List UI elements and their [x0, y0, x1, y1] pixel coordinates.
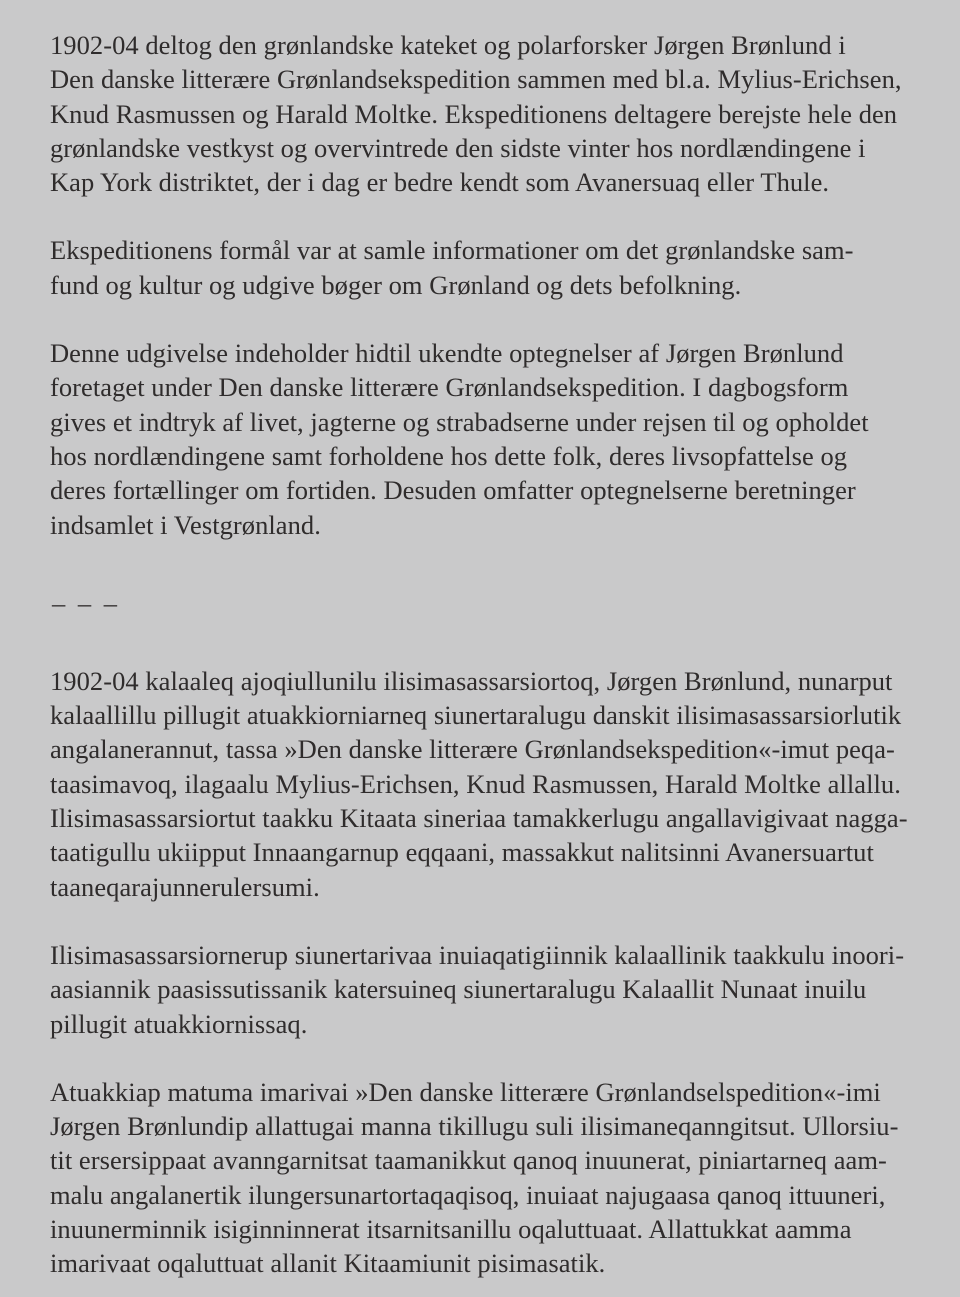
text-line: hos nordlændingene samt forholdene hos dette folk, deres livsopfattelse og: [50, 440, 848, 471]
text-line: angalanerannut, tassa »Den danske litterære Grønlandsekspedition«-imut peqa-: [50, 734, 895, 765]
text-line: 1902-04 deltog den grønlandske kateket og polarforsker Jørgen Brønlund i: [50, 30, 846, 60]
section-separator: – – –: [52, 587, 120, 618]
text-line: kalaallillu pillugit atuakkiorniarneq siunertaralugu danskit ilisimasassarsiorlutik: [50, 700, 902, 731]
text-line: Ekspeditionens formål var at samle informationer om det grønlandske sam-: [50, 235, 854, 266]
text-line: pillugit atuakkiornissaq.: [50, 1008, 308, 1039]
greenlandic-paragraph-1: [50, 664, 912, 904]
paragraph-gap: [50, 1041, 912, 1075]
text-line: Knud Rasmussen og Harald Moltke. Ekspeditionens deltagere berejste hele den: [50, 98, 898, 129]
text-line: foretaget under Den danske litterære Grønlandsekspedition. I dagbogsform: [50, 372, 849, 403]
text-line: fund og kultur og udgive bøger om Grønland og dets befolkning.: [50, 269, 742, 300]
danish-paragraph-3: [50, 336, 912, 542]
text-line: 1902-04 kalaaleq ajoqiullunilu ilisimasassarsiortoq, Jørgen Brønlund, nunarput: [50, 665, 893, 696]
text-line: taatigullu ukiipput Innaangarnup eqqaani, massakkut nalitsinni Avanersuartut: [50, 837, 874, 868]
text-line: taasimavoq, ilagaalu Mylius-Erichsen, Knud Rasmussen, Harald Moltke allallu.: [50, 768, 901, 799]
danish-paragraph-1: [50, 28, 912, 199]
text-line: Kap York distriktet, der i dag er bedre kendt som Avanersuaq eller Thule.: [50, 167, 830, 198]
text-line: gives et indtryk af livet, jagterne og strabadserne under rejsen til og opholdet: [50, 406, 869, 437]
text-line: Jørgen Brønlundip allattugai manna tikillugu suli ilisimaneqanngitsut. Ullorsiu-: [50, 1111, 899, 1142]
paragraph-gap: [50, 199, 912, 233]
paragraph-gap: [50, 302, 912, 336]
text-line: Ilisimasassarsiornerup siunertarivaa inuiaqatigiinnik kalaallinik taakkulu inoori-: [50, 939, 905, 970]
text-line: malu angalanertik ilungersunartortaqaqisoq, inuiaat najugaasa qanoq ittuuneri,: [50, 1179, 886, 1210]
danish-paragraph-2: [50, 233, 912, 302]
text-line: indsamlet i Vestgrønland.: [50, 509, 321, 540]
section-gap: [50, 620, 912, 664]
paragraph-gap: [50, 904, 912, 938]
text-line: imarivaat oqaluttuat allanit Kitaamiunit pisimasatik.: [50, 1248, 606, 1279]
text-line: Atuakkiap matuma imarivai »Den danske litterære Grønlandselspedition«-imi: [50, 1076, 881, 1107]
greenlandic-paragraph-2: [50, 938, 912, 1041]
text-line: aasiannik paasissutissanik katersuineq siunertaralugu Kalaallit Nunaat inuilu: [50, 974, 867, 1005]
section-gap: [50, 542, 912, 586]
greenlandic-paragraph-3: [50, 1075, 912, 1281]
text-line: Denne udgivelse indeholder hidtil ukendte optegnelser af Jørgen Brønlund: [50, 338, 844, 369]
text-line: grønlandske vestkyst og overvintrede den sidste vinter hos nordlændingene i: [50, 132, 866, 163]
text-line: tit ersersippaat avanngarnitsat taamanikkut qanoq inuunerat, piniartarneq aam-: [50, 1145, 887, 1176]
text-line: Den danske litterære Grønlandsekspedition sammen med bl.a. Mylius-Erichsen,: [50, 64, 902, 95]
text-line: deres fortællinger om fortiden. Desuden omfatter optegnelserne beretninger: [50, 475, 856, 506]
text-line: taaneqarajunnerulersumi.: [50, 871, 320, 902]
text-line: Ilisimasassarsiortut taakku Kitaata sineriaa tamakkerlugu angallavigivaat nagga-: [50, 803, 908, 834]
text-line: inuunerminnik isiginninnerat itsarnitsanillu oqaluttuaat. Allattukkat aamma: [50, 1214, 852, 1245]
